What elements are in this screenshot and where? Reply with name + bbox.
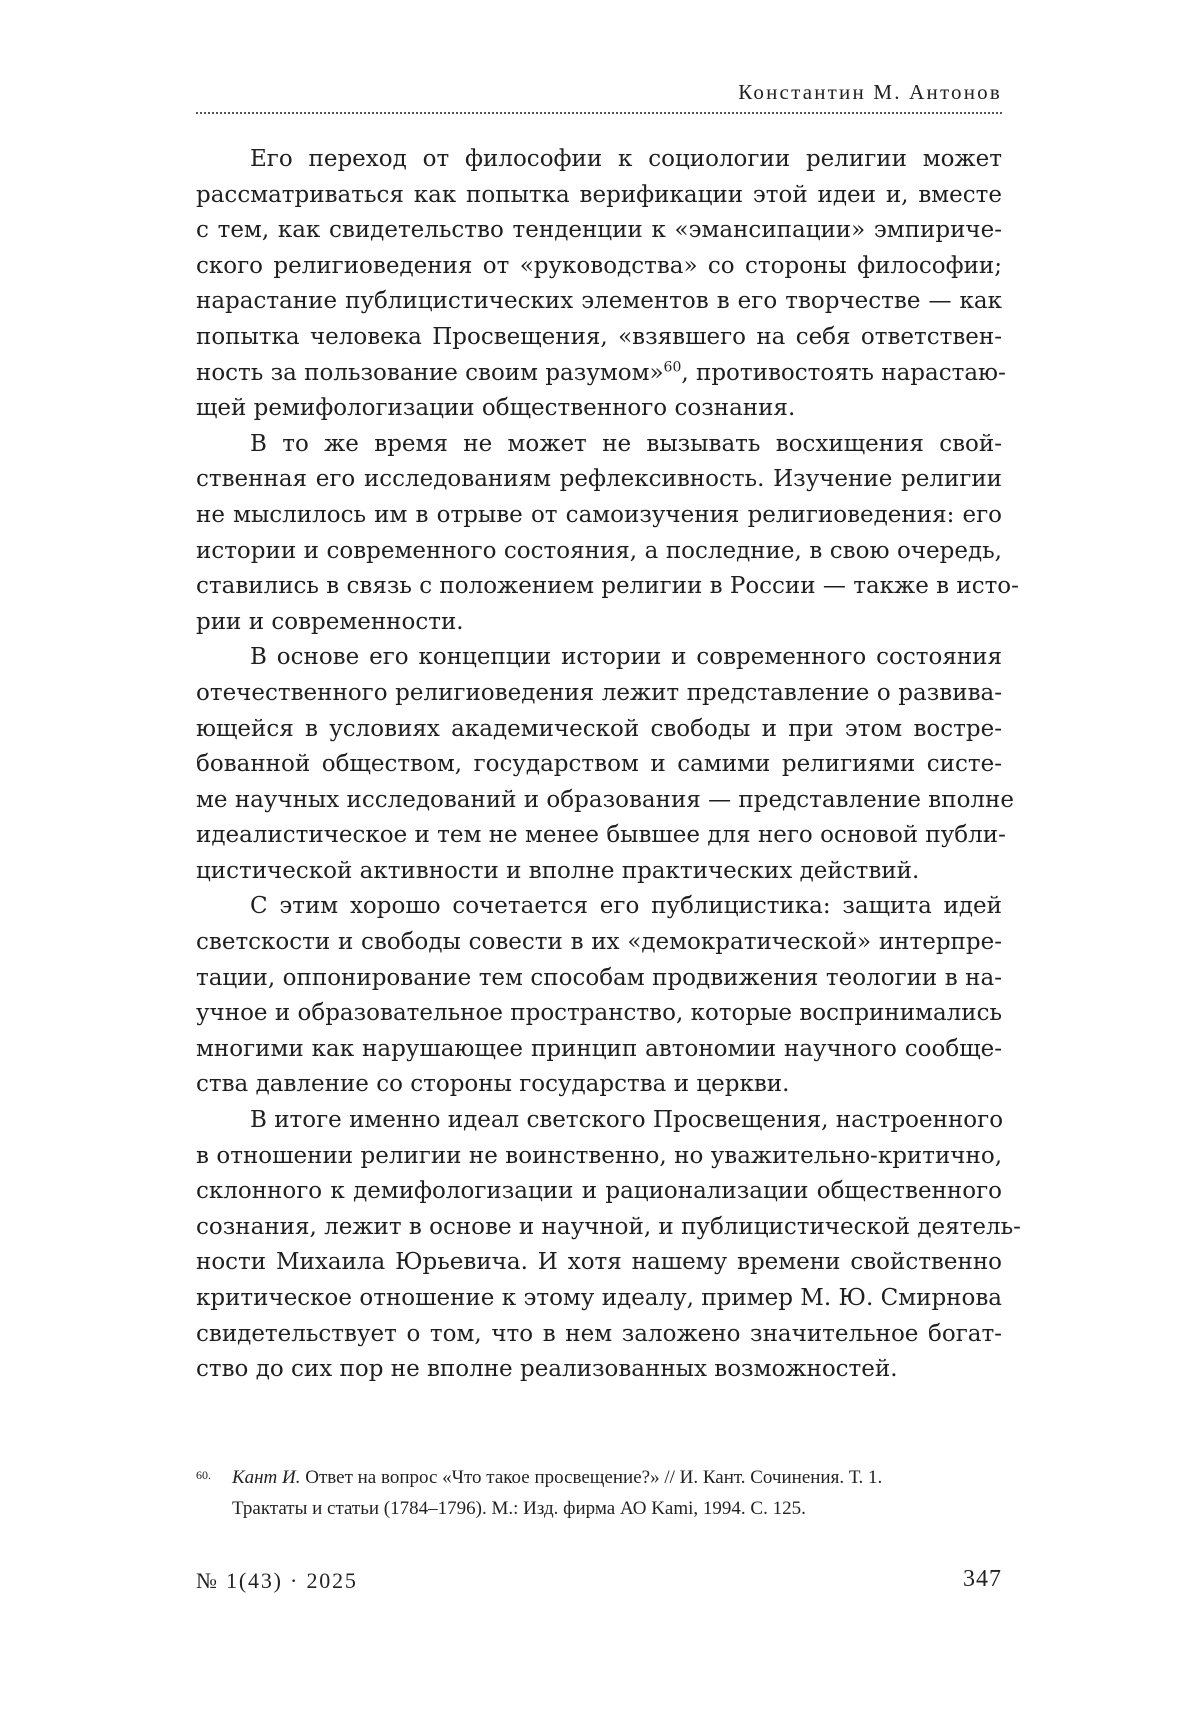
text-line: склонного к демифологизации и рационализации общественного bbox=[196, 1174, 1002, 1210]
text-line: цистической активности и вполне практических действий. bbox=[196, 854, 1002, 890]
text-line: светскости и свободы совести в их «демократической» интерпре- bbox=[196, 925, 1002, 961]
header-dotted-rule bbox=[196, 112, 1002, 114]
text-line: бованной обществом, государством и самими религиями систе- bbox=[196, 747, 1002, 783]
text-line: ственная его исследованиям рефлексивность. Изучение религии bbox=[196, 462, 1002, 498]
text-line: ства давление со стороны государства и церкви. bbox=[196, 1067, 1002, 1103]
text-line-with-note bbox=[196, 356, 1002, 392]
text-line: нарастание публицистических элементов в его творчестве — как bbox=[196, 284, 1002, 320]
text-line: рассматриваться как попытка верификации этой идеи и, вместе bbox=[196, 178, 1002, 214]
text-segment: ность за пользование своим разумом» bbox=[196, 360, 664, 386]
text-line: попытка человека Просвещения, «взявшего на себя ответствен- bbox=[196, 320, 1002, 356]
footnote-number: 60. bbox=[196, 1460, 211, 1491]
paragraph-4 bbox=[196, 889, 1002, 1103]
text-line: тации, оппонирование тем способам продвижения теологии в на- bbox=[196, 961, 1002, 997]
paragraph-3 bbox=[196, 640, 1002, 889]
footnote-text: Ответ на вопрос «Что такое просвещение?» // И. Кант. Сочинения. Т. 1. bbox=[301, 1467, 883, 1488]
footnote bbox=[196, 1462, 1002, 1524]
text-line: идеалистическое и тем не менее бывшее для него основой публи- bbox=[196, 818, 1002, 854]
text-line: Его переход от философии к социологии религии может bbox=[196, 142, 1002, 178]
text-line: ского религиоведения от «руководства» со стороны философии; bbox=[196, 249, 1002, 285]
text-line: свидетельствует о том, что в нем заложено значительное богат- bbox=[196, 1317, 1002, 1353]
text-line: ющейся в условиях академической свободы и при этом востре- bbox=[196, 712, 1002, 748]
running-head: Константин М. Антонов bbox=[196, 80, 1002, 105]
text-segment: , противостоять нарастаю- bbox=[681, 360, 1005, 386]
text-line: В итоге именно идеал светского Просвещения, настроенного bbox=[196, 1103, 1002, 1139]
text-line: щей ремифологизации общественного сознания. bbox=[196, 391, 1002, 427]
text-line: С этим хорошо сочетается его публицистика: защита идей bbox=[196, 889, 1002, 925]
text-line: с тем, как свидетельство тенденции к «эмансипации» эмпириче- bbox=[196, 213, 1002, 249]
text-line: многими как нарушающее принцип автономии научного сообще- bbox=[196, 1032, 1002, 1068]
text-line: истории и современного состояния, а последние, в свою очередь, bbox=[196, 534, 1002, 570]
footnote-reference[interactable]: 60 bbox=[664, 359, 682, 375]
footnote-author: Кант И. bbox=[232, 1467, 301, 1488]
paragraph-2 bbox=[196, 427, 1002, 641]
page-number: 347 bbox=[963, 1566, 1002, 1593]
text-line: ставились в связь с положением религии в России — также в исто- bbox=[196, 569, 1002, 605]
footnote-line: Трактаты и статьи (1784–1796). М.: Изд. фирма АО Kami, 1994. С. 125. bbox=[232, 1493, 1002, 1524]
body-text bbox=[196, 142, 1002, 1388]
text-line: ности Михаила Юрьевича. И хотя нашему времени свойственно bbox=[196, 1245, 1002, 1281]
footnote-body bbox=[232, 1462, 1002, 1524]
text-line: отечественного религиоведения лежит представление о развива- bbox=[196, 676, 1002, 712]
footnote-line bbox=[232, 1462, 1002, 1493]
text-line: критическое отношение к этому идеалу, пример М. Ю. Смирнова bbox=[196, 1281, 1002, 1317]
paragraph-1 bbox=[196, 142, 1002, 427]
text-line: учное и образовательное пространство, которые воспринимались bbox=[196, 996, 1002, 1032]
text-line: ство до сих пор не вполне реализованных возможностей. bbox=[196, 1352, 1002, 1388]
issue-number: № 1(43) · 2025 bbox=[196, 1568, 358, 1594]
text-line: в отношении религии не воинственно, но уважительно-критично, bbox=[196, 1139, 1002, 1175]
text-line: сознания, лежит в основе и научной, и публицистической деятель- bbox=[196, 1210, 1002, 1246]
text-line: ме научных исследований и образования — представление вполне bbox=[196, 783, 1002, 819]
paragraph-5 bbox=[196, 1103, 1002, 1388]
text-line: В то же время не может не вызывать восхищения свой- bbox=[196, 427, 1002, 463]
text-line: рии и современности. bbox=[196, 605, 1002, 641]
text-line: не мыслилось им в отрыве от самоизучения религиоведения: его bbox=[196, 498, 1002, 534]
text-line: В основе его концепции истории и современного состояния bbox=[196, 640, 1002, 676]
